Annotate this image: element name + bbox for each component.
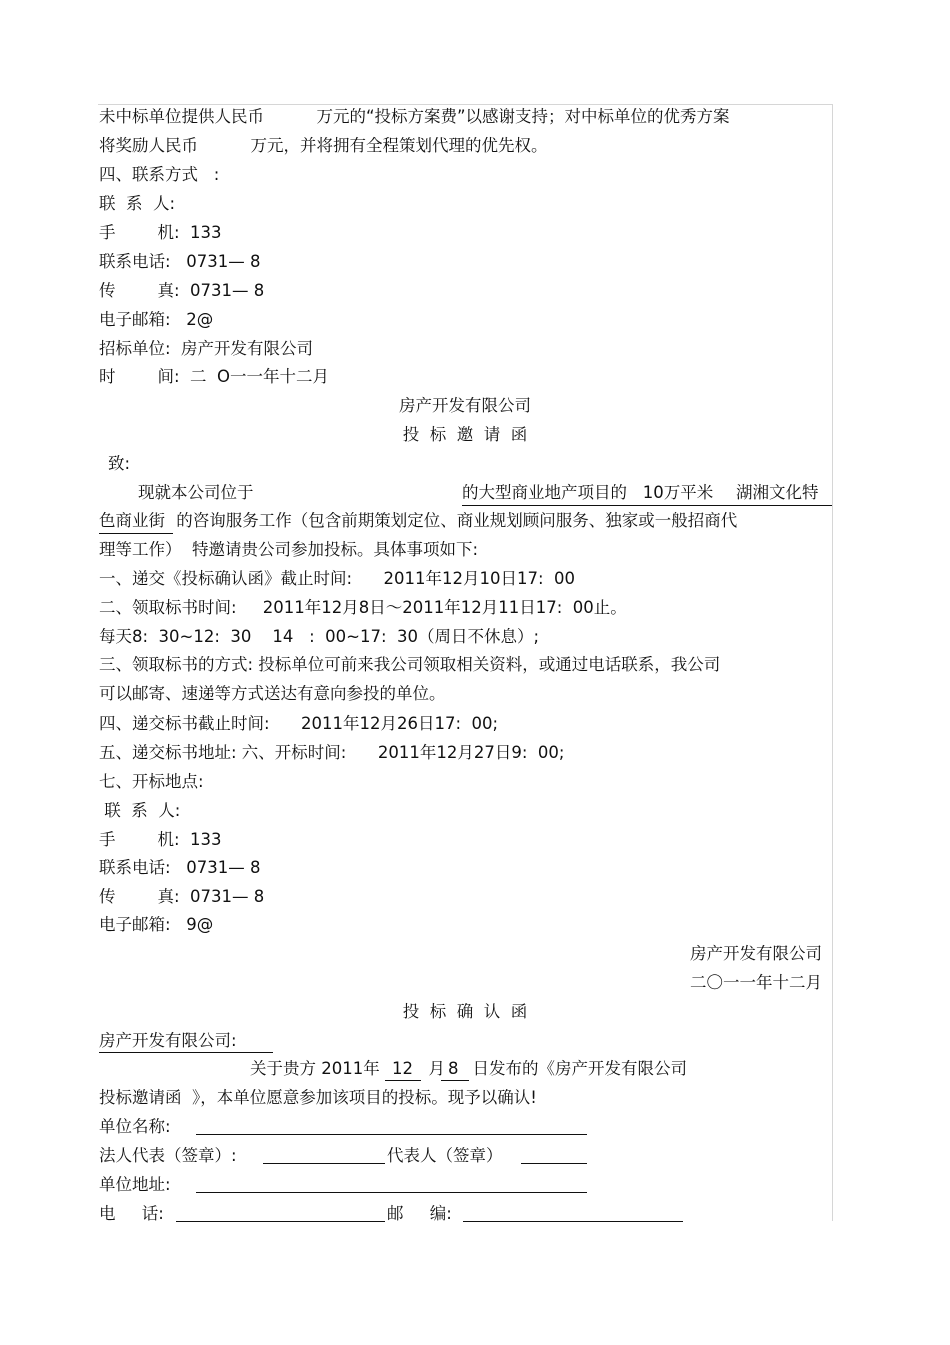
contact-email: 电子邮箱: 2@: [99, 310, 214, 329]
contact-mobile: 手 机: 133: [99, 223, 222, 242]
unit-name-label: 单位名称:: [99, 1117, 171, 1136]
project-name-part1: 湖湘文化特: [736, 483, 819, 502]
underline-month: [385, 1080, 421, 1081]
confirm-line2: 投标邀请函 》，本单位愿意参加该项目的投标。现予以确认!: [99, 1088, 537, 1107]
contact-fax: 传 真: 0731— 8: [99, 281, 265, 300]
item-4: 四、递交标书截止时间: 2011年12月26日17: 00;: [99, 714, 499, 733]
postcode-label: 邮 编:: [387, 1204, 452, 1223]
postcode-field[interactable]: [463, 1221, 683, 1222]
intro-c: 的咨询服务工作（包含前期策划定位、商业规划顾问服务、独家或一般招商代: [171, 511, 738, 530]
item-3b: 可以邮寄、速递等方式送达有意向参投的单位。: [99, 684, 446, 703]
confirm-line1-b: 月: [418, 1059, 451, 1078]
time-line: 时 间: 二 O一一年十二月: [99, 367, 329, 386]
para-proposal-fee: 未中标单位提供人民币 万元的“投标方案费”以感谢支持；对中标单位的优秀方案: [99, 107, 730, 126]
page-border-right: [832, 104, 833, 1221]
inv-phone: 联系电话: 0731— 8: [99, 858, 261, 877]
project-name-part2: 色商业街: [99, 511, 165, 530]
item-2: 二、领取标书时间: 2011年12月8日～2011年12月11日17: 00止。: [99, 598, 627, 617]
company-heading: 房产开发有限公司: [399, 396, 531, 415]
intro-a: 现就本公司位于: [138, 483, 254, 502]
confirm-month: 12: [392, 1059, 413, 1078]
intro-b: 的大型商业地产项目的 10万平米: [462, 483, 719, 502]
confirm-day: 8: [448, 1059, 459, 1078]
page-border-top: [98, 104, 832, 105]
heading-contact: 四、联系方式 :: [99, 165, 220, 184]
rep-label: 代表人（签章）: [387, 1146, 503, 1165]
confirm-line1-c: 日发布的《房产开发有限公司: [462, 1059, 687, 1078]
underline-project2: [99, 533, 173, 534]
inv-fax: 传 真: 0731— 8: [99, 887, 265, 906]
tender-unit: 招标单位: 房产开发有限公司: [99, 339, 314, 358]
confirmation-addressee: 房产开发有限公司:: [99, 1031, 237, 1050]
salutation: 致:: [108, 454, 131, 473]
para-reward: 将奖励人民币 万元，并将拥有全程策划代理的优先权。: [99, 136, 548, 155]
item-1: 一、递交《投标确认函》截止时间: 2011年12月10日17: 00: [99, 569, 576, 588]
legal-rep-label: 法人代表（签章）:: [99, 1146, 237, 1165]
confirmation-title: 投 标 确 认 函: [402, 1002, 528, 1021]
signature-date: 二〇一一年十二月: [690, 973, 822, 992]
unit-address-field[interactable]: [196, 1192, 587, 1193]
underline-addressee: [99, 1052, 273, 1053]
item-7: 七、开标地点:: [99, 772, 204, 791]
intro-d: 理等工作） 特邀请贵公司参加投标。具体事项如下:: [99, 540, 479, 559]
underline-day: [441, 1080, 469, 1081]
underline-project: [462, 505, 832, 506]
unit-address-label: 单位地址:: [99, 1175, 171, 1194]
item-5: 五、递交标书地址: 六、开标时间: 2011年12月27日9: 00;: [99, 743, 565, 762]
item-3a: 三、领取标书的方式: 投标单位可前来我公司领取相关资料，或通过电话联系，我公司: [99, 655, 721, 674]
contact-person: 联 系 人:: [99, 194, 176, 213]
inv-email: 电子邮箱: 9@: [99, 915, 214, 934]
signature-company: 房产开发有限公司: [690, 944, 822, 963]
inv-mobile: 手 机: 133: [99, 830, 222, 849]
tel-field[interactable]: [176, 1221, 385, 1222]
tel-label: 电 话:: [99, 1204, 164, 1223]
contact-phone: 联系电话: 0731— 8: [99, 252, 261, 271]
confirm-line1-a: 关于贵方 2011年: [250, 1059, 385, 1078]
legal-rep-field[interactable]: [263, 1163, 385, 1164]
invitation-title: 投 标 邀 请 函: [402, 425, 528, 444]
item-2b: 每天8: 30~12: 30 14 : 00~17: 30（周日不休息）;: [99, 627, 540, 646]
inv-contact-person: 联 系 人:: [99, 801, 181, 820]
unit-name-field[interactable]: [196, 1134, 587, 1135]
rep-field[interactable]: [521, 1163, 587, 1164]
